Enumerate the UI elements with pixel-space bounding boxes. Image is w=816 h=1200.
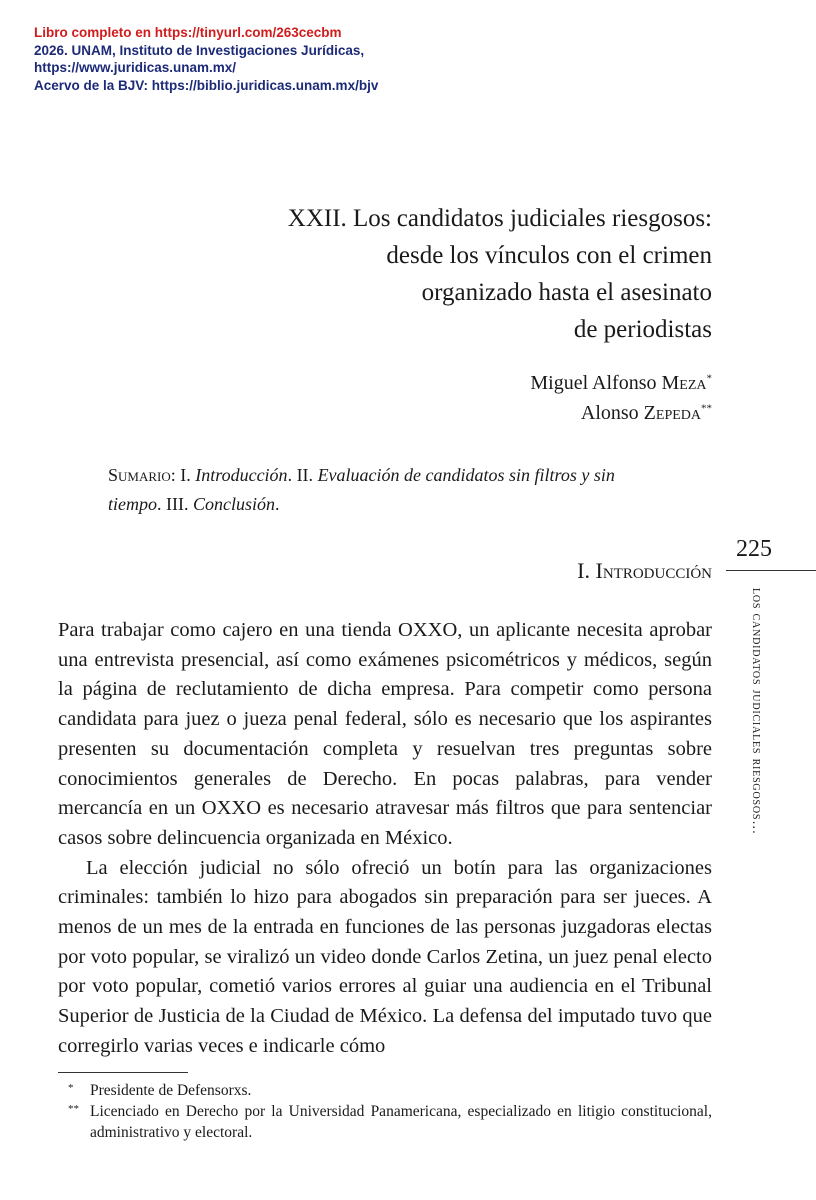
page-number-rule — [726, 570, 816, 571]
chapter-title-line: desde los vínculos con el crimen — [386, 242, 712, 269]
footnote-text: Licenciado en Derecho por la Universidad Panamericana, especializado en litigio constitucional, administrativo y electoral. — [90, 1103, 712, 1141]
author-given-name: Alonso — [580, 402, 639, 424]
summary-item: Conclusión — [192, 494, 275, 514]
footnote-text: Presidente de Defensorxs. — [90, 1082, 252, 1099]
chapter-title-line: organizado hasta el asesinato — [421, 279, 712, 306]
summary-number: II. — [296, 465, 314, 485]
summary-item: Evaluación de candidatos sin filtros y sin tiempo — [108, 465, 615, 514]
book-link-line[interactable]: Libro completo en https://tinyurl.com/263cecbm — [34, 25, 342, 40]
author-given-name: Miguel Alfonso — [530, 372, 657, 394]
author-footnote-mark[interactable]: ** — [701, 402, 712, 415]
footnote-mark: ** — [68, 1103, 79, 1115]
body-text — [58, 616, 712, 1062]
chapter-title — [288, 200, 712, 348]
section-number: I. — [577, 558, 590, 583]
summary-number: I. — [180, 465, 191, 485]
paragraph: Para trabajar como cajero en una tienda OXXO, un aplicante necesita aprobar una entrevista presencial, así como exámenes psicométricos y médicos, según la página de reclutamiento de dicha empresa. Para competir como persona candidata para juez o jueza penal federal, sólo es necesario que los aspirantes presenten su documentación completa y resuelvan tres preguntas sobre conocimientos generales de Derecho. En pocas palabras, para vender mercancía en un OXXO es necesario atravesar más filtros que para sentenciar casos sobre delincuencia organizada en México. — [58, 619, 712, 849]
bjv-link-line[interactable]: Acervo de la BJV: https://biblio.juridicas.unam.mx/bjv — [34, 77, 379, 93]
author-surname: Meza — [661, 372, 707, 394]
footnote — [58, 1080, 712, 1101]
footnote — [58, 1101, 712, 1143]
source-notice — [34, 24, 378, 94]
author-line — [530, 368, 712, 398]
author-footnote-mark[interactable]: * — [706, 372, 712, 385]
summary-label: Sumario: — [108, 465, 176, 485]
summary-number: III. — [166, 494, 189, 514]
summary: Sumario: I. Introducción. II. Evaluación de candidatos sin filtros y sin tiempo. III. Conclusión. — [108, 465, 615, 514]
footnote-mark: * — [68, 1082, 74, 1094]
section-title: Introducción — [595, 558, 712, 583]
section-heading — [577, 558, 712, 584]
author-line — [530, 398, 712, 428]
footnotes — [58, 1072, 712, 1143]
author-surname: Zepeda — [643, 402, 701, 424]
chapter-title-line: de periodistas — [573, 316, 712, 343]
institution-url-line[interactable]: https://www.juridicas.unam.mx/ — [34, 60, 237, 75]
footnote-rule — [58, 1072, 188, 1073]
chapter-title-line: XXII. Los candidatos judiciales riesgosos: — [287, 205, 712, 232]
institution-line: 2026. UNAM, Instituto de Investigaciones Jurídicas, — [34, 42, 365, 58]
authors — [530, 368, 712, 428]
page-number: 225 — [736, 536, 772, 562]
summary-item: Introducción — [195, 465, 288, 485]
paragraph: La elección judicial no sólo ofreció un botín para las organizaciones criminales: también lo hizo para abogados sin preparación para ser jueces. A menos de un mes de la entrada en funciones de las personas juzgadoras electas por voto popular, se viralizó un video donde Carlos Zetina, un juez penal electo por voto popular, cometió varios errores al guiar una audiencia en el Tribunal Superior de Justicia de la Ciudad de México. La defensa del imputado tuvo que corregirlo varias veces e indicarle cómo — [58, 856, 712, 1057]
running-head: los candidatos judiciales riesgosos… — [749, 588, 764, 836]
